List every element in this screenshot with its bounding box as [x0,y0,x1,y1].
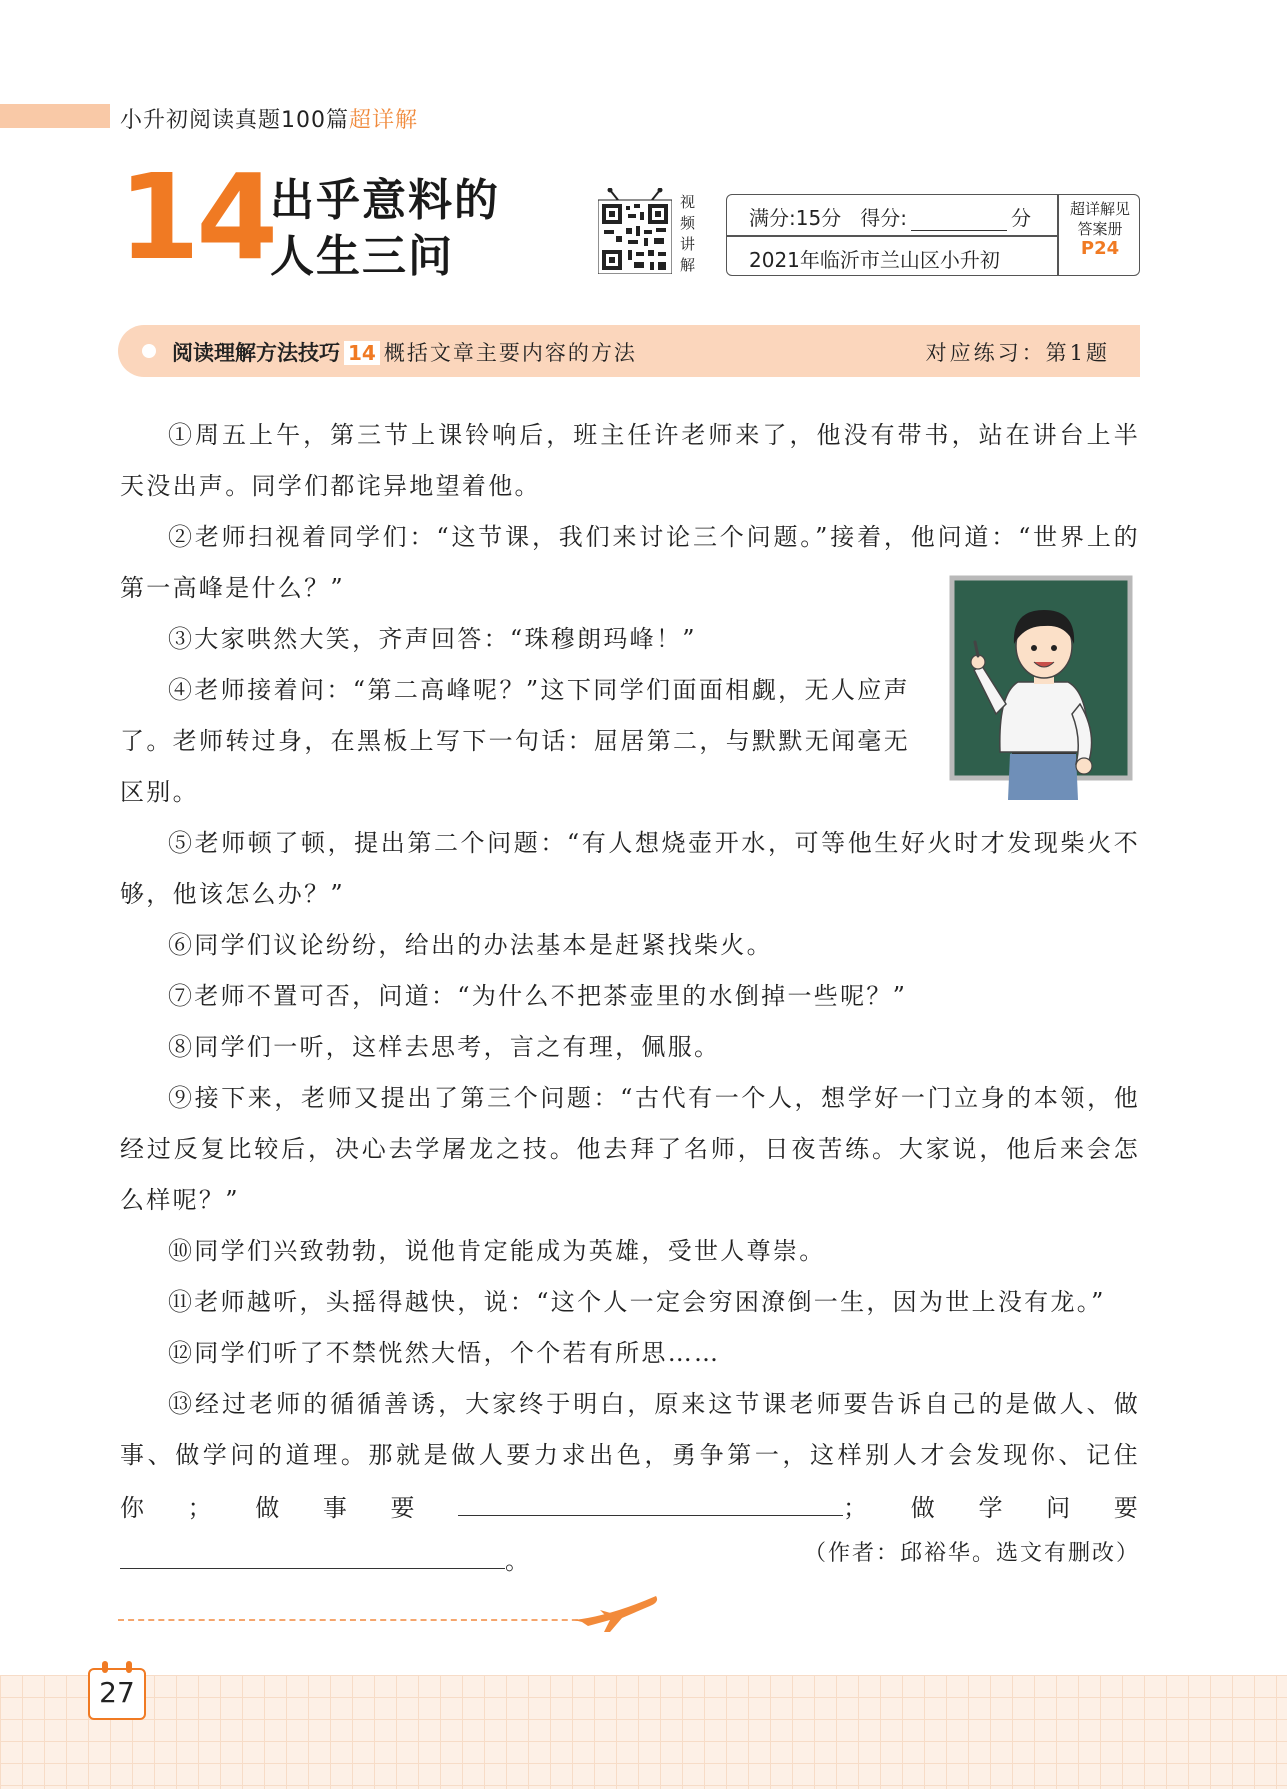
paragraph-4: ④老师接着问：“第二高峰呢？”这下同学们面面相觑，无人应声了。老师转过身，在黑板上写下一句话：屈居第二，与默默无闻毫无区别。 [120,676,910,806]
method-label: 阅读理解方法技巧 [172,341,340,365]
qr-label [680,192,702,276]
score-label: 得分: [860,206,908,230]
calendar-ring [102,1661,108,1673]
qr-label-char: 频 [680,214,696,232]
answer-page: P24 [1080,238,1120,259]
full-score: 满分:15分 [749,206,842,230]
book-title-main: 小升初阅读真题100篇 [120,108,349,133]
lesson-title-line1: 出乎意料的 [270,175,500,226]
qr-label-char: 讲 [680,235,696,253]
paragraph-10: ⑩同学们兴致勃勃，说他肯定能成为英雄，受世人尊崇。 [168,1237,826,1265]
answer-blank-1[interactable] [458,1481,843,1516]
author-note: （作者：邱裕华。选文有删改） [803,1541,1140,1566]
paragraph-11: ⑪老师越听，头摇得越快，说：“这个人一定会穷困潦倒一生，因为世上没有龙。” [168,1288,1106,1316]
method-banner [118,325,1140,377]
method-banner-label [172,337,637,367]
paragraph-12: ⑫同学们听了不禁恍然大悟，个个若有所思…… [168,1339,721,1367]
qr-label-char: 解 [680,256,696,274]
score-box [726,194,1140,276]
score-line [749,202,1031,231]
paragraph-7: ⑦老师不置可否，问道：“为什么不把茶壶里的水倒掉一些呢？” [168,982,908,1010]
answer-blank-2[interactable] [120,1534,505,1569]
calendar-ring [126,1661,132,1673]
article-body [120,410,1140,1587]
page-number: 27 [99,1676,135,1709]
airplane-icon [570,1586,660,1634]
paragraph-5: ⑤老师顿了顿，提出第二个问题：“有人想烧壶开水，可等他生好火时才发现柴火不够，他该怎么办？” [120,829,1140,908]
answer-ref-line1: 超详解见 [1069,200,1130,218]
book-title [120,103,418,134]
paragraph-6: ⑥同学们议论纷纷，给出的办法基本是赶紧找柴火。 [168,931,773,959]
qr-code-icon[interactable] [598,188,672,274]
method-number: 14 [344,341,380,365]
paragraph-8: ⑧同学们一听，这样去思考，言之有理，佩服。 [168,1033,721,1061]
page-number-box [88,1668,146,1720]
answer-ref-line2: 答案册 [1077,220,1123,238]
score-blank[interactable] [911,210,1007,231]
practice-ref: 对应练习：第1题 [925,341,1110,365]
lesson-title [270,173,500,285]
method-name: 概括文章主要内容的方法 [383,341,637,365]
qr-label-char: 视 [680,193,696,211]
header-band [0,104,110,128]
exam-source: 2021年临沂市兰山区小升初 [749,248,1000,272]
score-unit: 分 [1011,206,1032,230]
lesson-title-line2: 人生三问 [270,231,454,282]
divider [727,235,1057,237]
book-title-accent: 超详解 [349,108,419,133]
bullet-dot [142,344,156,358]
lesson-number: 14 [118,148,275,286]
footer-grid [0,1675,1287,1789]
paragraph-3: ③大家哄然大笑，齐声回答：“珠穆朗玛峰！” [168,625,697,653]
paragraph-13-part-c: 。 [505,1547,532,1575]
paragraph-1: ①周五上午，第三节上课铃响后，班主任许老师来了，他没有带书，站在讲台上半天没出声。同学们都诧异地望着他。 [120,421,1140,500]
paragraph-13-part-a: ⑬经过老师的循循善诱，大家终于明白，原来这节课老师要告诉自己的是做人、做事、做学问的道理。那就是做人要力求出色，勇争第一，这样别人才会发现你、记住你；做事要 [120,1390,1140,1522]
divider [1057,195,1059,275]
paragraph-2: ②老师扫视着同学们：“这节课，我们来讨论三个问题。”接着，他问道：“世界上的第一高峰是什么？” [120,523,1140,602]
dashed-divider [118,1619,598,1621]
paragraph-13-part-b: ；做学问要 [843,1494,1141,1522]
paragraph-9: ⑨接下来，老师又提出了第三个问题：“古代有一个人，想学好一门立身的本领，他经过反复比较后，决心去学屠龙之技。他去拜了名师，日夜苦练。大家说，他后来会怎么样呢？” [120,1084,1140,1214]
answer-reference [1061,199,1139,259]
